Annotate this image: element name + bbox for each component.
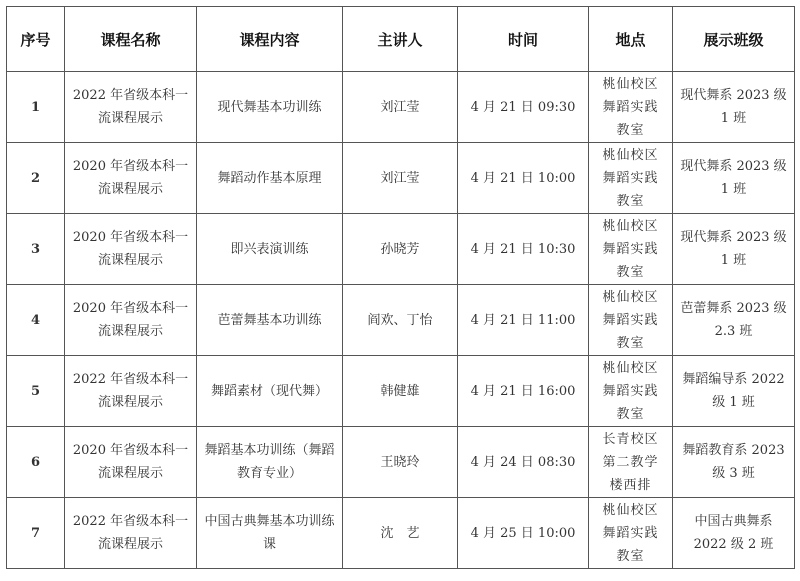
- header-content: 课程内容: [197, 7, 343, 72]
- cell-time: 4 月 21 日 09:30: [458, 72, 589, 143]
- table-row: [7, 285, 795, 356]
- location-line: 舞蹈实践: [602, 383, 659, 399]
- cell-no: 6: [7, 427, 65, 498]
- table-row: [7, 214, 795, 285]
- location-line: 舞蹈实践: [602, 525, 659, 541]
- cell-content: 舞蹈基本功训练（舞蹈教育专业）: [197, 427, 343, 498]
- cell-course: 2020 年省级本科一流课程展示: [65, 427, 197, 498]
- cell-time: 4 月 21 日 10:00: [458, 143, 589, 214]
- location-line: 桃仙校区: [602, 218, 659, 234]
- location-line: 第二教学: [602, 454, 659, 470]
- cell-time: 4 月 21 日 11:00: [458, 285, 589, 356]
- header-lecturer: 主讲人: [343, 7, 458, 72]
- location-line: 舞蹈实践: [602, 312, 659, 328]
- cell-no: 5: [7, 356, 65, 427]
- table-header-row: [7, 7, 795, 72]
- cell-course: 2020 年省级本科一流课程展示: [65, 214, 197, 285]
- cell-class: 芭蕾舞系 2023 级 2.3 班: [673, 285, 795, 356]
- cell-lecturer: 韩健雄: [343, 356, 458, 427]
- location-line: 桃仙校区: [602, 76, 659, 92]
- cell-location: [589, 498, 673, 569]
- cell-no: 2: [7, 143, 65, 214]
- cell-location: [589, 427, 673, 498]
- cell-lecturer: 阎欢、丁怡: [343, 285, 458, 356]
- cell-class: 舞蹈教育系 2023 级 3 班: [673, 427, 795, 498]
- cell-time: 4 月 21 日 10:30: [458, 214, 589, 285]
- location-line: 桃仙校区: [602, 289, 659, 305]
- cell-location: [589, 356, 673, 427]
- header-class: 展示班级: [673, 7, 795, 72]
- cell-class: 舞蹈编导系 2022 级 1 班: [673, 356, 795, 427]
- cell-course: 2020 年省级本科一流课程展示: [65, 143, 197, 214]
- cell-course: 2022 年省级本科一流课程展示: [65, 72, 197, 143]
- location-line: 舞蹈实践: [602, 170, 659, 186]
- location-line: 教室: [616, 335, 645, 351]
- cell-no: 4: [7, 285, 65, 356]
- location-line: 长青校区: [602, 431, 659, 447]
- cell-content: 现代舞基本功训练: [197, 72, 343, 143]
- cell-course: 2022 年省级本科一流课程展示: [65, 356, 197, 427]
- header-course: 课程名称: [65, 7, 197, 72]
- table-row: [7, 498, 795, 569]
- cell-class: 现代舞系 2023 级 1 班: [673, 143, 795, 214]
- location-line: 桃仙校区: [602, 502, 659, 518]
- location-line: 教室: [616, 264, 645, 280]
- cell-lecturer: 王晓玲: [343, 427, 458, 498]
- cell-time: 4 月 25 日 10:00: [458, 498, 589, 569]
- cell-content: 即兴表演训练: [197, 214, 343, 285]
- course-schedule-table: [6, 6, 795, 569]
- table-row: [7, 427, 795, 498]
- cell-location: [589, 72, 673, 143]
- header-time: 时间: [458, 7, 589, 72]
- cell-time: 4 月 24 日 08:30: [458, 427, 589, 498]
- cell-lecturer: 刘江莹: [343, 72, 458, 143]
- cell-location: [589, 143, 673, 214]
- location-line: 楼西排: [609, 477, 652, 493]
- table-row: [7, 356, 795, 427]
- cell-no: 7: [7, 498, 65, 569]
- cell-no: 3: [7, 214, 65, 285]
- location-line: 教室: [616, 122, 645, 138]
- location-line: 舞蹈实践: [602, 241, 659, 257]
- table-row: [7, 72, 795, 143]
- cell-class: 现代舞系 2023 级 1 班: [673, 214, 795, 285]
- location-line: 教室: [616, 193, 645, 209]
- table-row: [7, 143, 795, 214]
- cell-time: 4 月 21 日 16:00: [458, 356, 589, 427]
- cell-location: [589, 214, 673, 285]
- header-no: 序号: [7, 7, 65, 72]
- cell-lecturer: 刘江莹: [343, 143, 458, 214]
- cell-course: 2022 年省级本科一流课程展示: [65, 498, 197, 569]
- location-line: 舞蹈实践: [602, 99, 659, 115]
- cell-lecturer: 孙晓芳: [343, 214, 458, 285]
- cell-content: 芭蕾舞基本功训练: [197, 285, 343, 356]
- cell-content: 舞蹈素材（现代舞）: [197, 356, 343, 427]
- cell-no: 1: [7, 72, 65, 143]
- cell-location: [589, 285, 673, 356]
- cell-class: 现代舞系 2023 级 1 班: [673, 72, 795, 143]
- location-line: 桃仙校区: [602, 147, 659, 163]
- cell-class: 中国古典舞系 2022 级 2 班: [673, 498, 795, 569]
- cell-lecturer: 沈 艺: [343, 498, 458, 569]
- location-line: 桃仙校区: [602, 360, 659, 376]
- cell-course: 2020 年省级本科一流课程展示: [65, 285, 197, 356]
- cell-content: 中国古典舞基本功训练课: [197, 498, 343, 569]
- location-line: 教室: [616, 406, 645, 422]
- header-location: 地点: [589, 7, 673, 72]
- location-line: 教室: [616, 548, 645, 564]
- cell-content: 舞蹈动作基本原理: [197, 143, 343, 214]
